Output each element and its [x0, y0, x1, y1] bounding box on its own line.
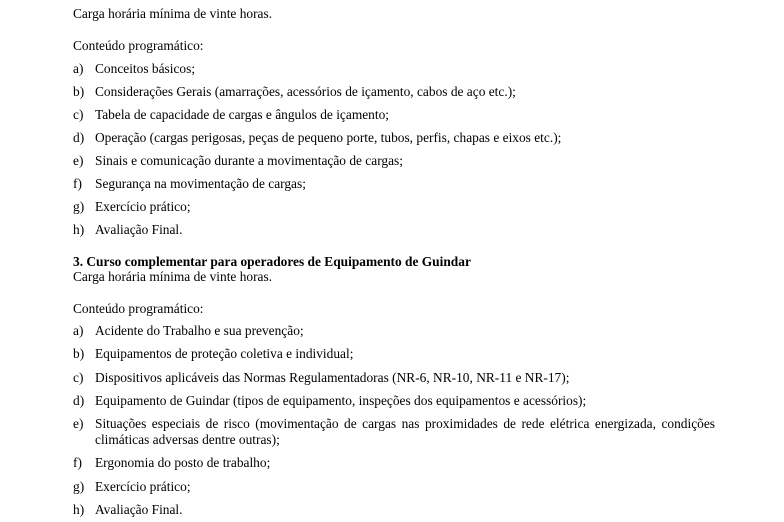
list-item-letter: h)	[73, 222, 85, 237]
list-item-text: Equipamentos de proteção coletiva e individual;	[95, 346, 354, 361]
section3-item-h	[73, 502, 715, 518]
list-item-letter: e)	[73, 153, 84, 168]
section2-item-b	[73, 84, 715, 100]
section3-item-f	[73, 455, 715, 471]
section3-heading: 3. Curso complementar para operadores de Equipamento de Guindar	[73, 254, 471, 269]
list-item-text: Considerações Gerais (amarrações, acessórios de içamento, cabos de aço etc.);	[95, 84, 516, 99]
list-item-letter: h)	[73, 502, 85, 517]
list-item-text: Conceitos básicos;	[95, 61, 196, 76]
section3-workload: Carga horária mínima de vinte horas.	[73, 269, 273, 284]
section3-item-e	[73, 416, 715, 448]
list-item-letter: a)	[73, 323, 84, 338]
section2-workload: Carga horária mínima de vinte horas.	[73, 6, 273, 21]
section3-item-c	[73, 370, 715, 386]
section2-item-e	[73, 153, 715, 169]
section2-item-h	[73, 222, 715, 238]
list-item-letter: c)	[73, 370, 84, 385]
list-item-letter: e)	[73, 416, 84, 431]
section3-content-label: Conteúdo programático:	[73, 301, 204, 316]
section3-item-d	[73, 393, 715, 409]
list-item-letter: d)	[73, 130, 85, 145]
section2-item-d	[73, 130, 715, 146]
list-item-letter: g)	[73, 199, 85, 214]
section2-content-label: Conteúdo programático:	[73, 38, 204, 53]
list-item-letter: b)	[73, 346, 85, 361]
list-item-text: Equipamento de Guindar (tipos de equipamento, inspeções dos equipamentos e acessórios);	[95, 393, 587, 408]
list-item-text: Dispositivos aplicáveis das Normas Regulamentadoras (NR-6, NR-10, NR-11 e NR-17);	[95, 370, 570, 385]
list-item-letter: d)	[73, 393, 85, 408]
list-item-text: Ergonomia do posto de trabalho;	[95, 455, 271, 470]
list-item-letter: c)	[73, 107, 84, 122]
list-item-text: Situações especiais de risco (movimentação de cargas nas proximidades de rede elétrica energizada, condições climáticas adversas dentre outras);	[95, 416, 715, 447]
list-item-text: Exercício prático;	[95, 199, 191, 214]
section2-item-c	[73, 107, 715, 123]
list-item-text: Avaliação Final.	[95, 502, 183, 517]
list-item-letter: g)	[73, 479, 85, 494]
section3-item-b	[73, 346, 715, 362]
section2-item-f	[73, 176, 715, 192]
list-item-text: Avaliação Final.	[95, 222, 183, 237]
list-item-text: Exercício prático;	[95, 479, 191, 494]
list-item-text: Tabela de capacidade de cargas e ângulos de içamento;	[95, 107, 390, 122]
list-item-letter: b)	[73, 84, 85, 99]
section2-item-a	[73, 61, 715, 77]
list-item-text: Sinais e comunicação durante a movimentação de cargas;	[95, 153, 403, 168]
list-item-letter: a)	[73, 61, 84, 76]
section2-item-g	[73, 199, 715, 215]
list-item-letter: f)	[73, 455, 82, 470]
section3-item-a	[73, 323, 715, 339]
list-item-text: Operação (cargas perigosas, peças de pequeno porte, tubos, perfis, chapas e eixos etc.);	[95, 130, 562, 145]
list-item-letter: f)	[73, 176, 82, 191]
section3-item-g	[73, 479, 715, 495]
list-item-text: Segurança na movimentação de cargas;	[95, 176, 306, 191]
list-item-text: Acidente do Trabalho e sua prevenção;	[95, 323, 304, 338]
